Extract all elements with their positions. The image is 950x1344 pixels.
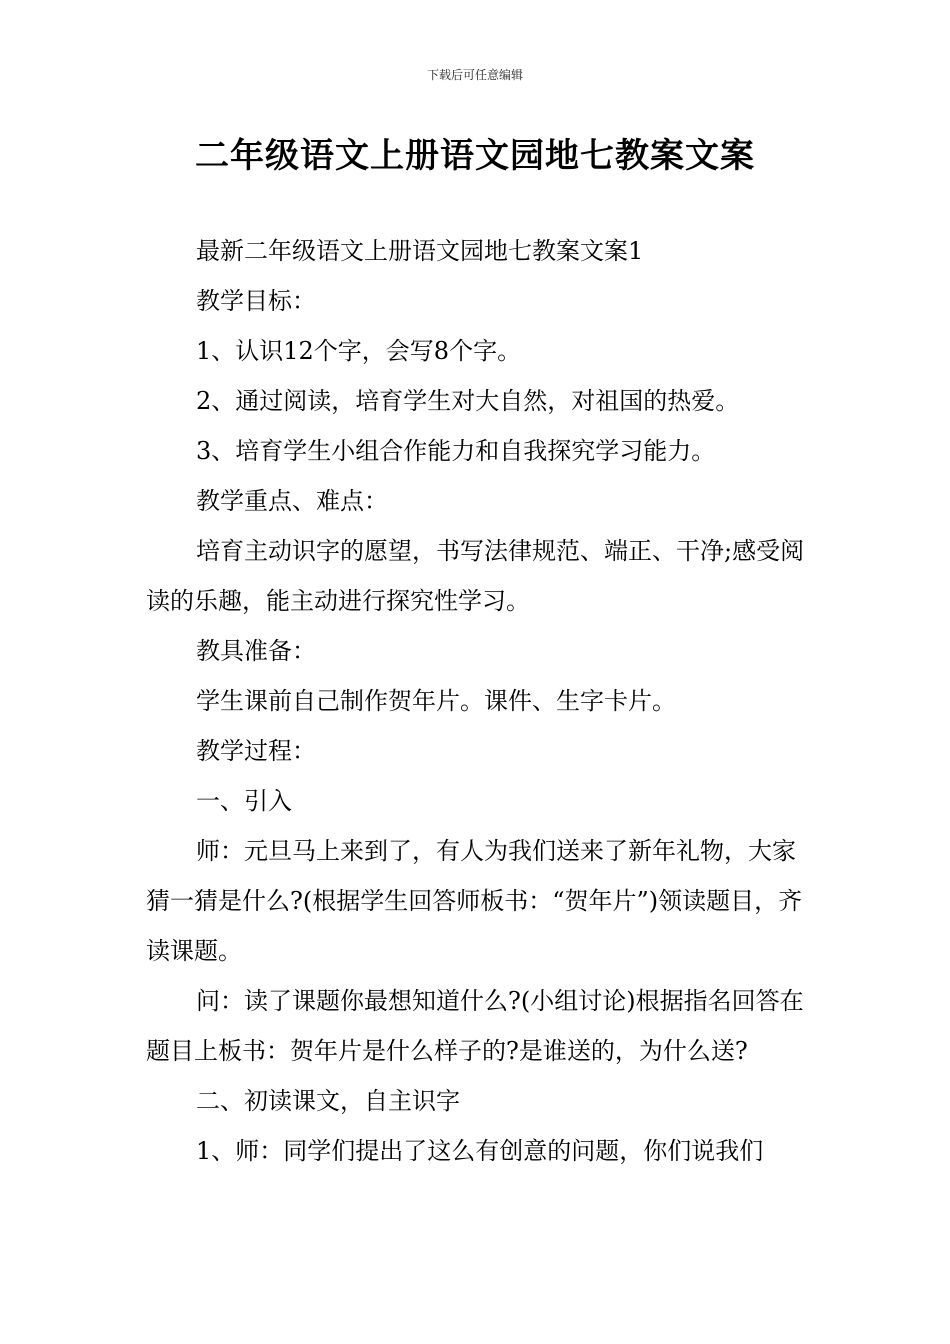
header-note: 下载后可任意编辑 bbox=[426, 68, 523, 82]
paragraph: 最新二年级语文上册语文园地七教案文案1 bbox=[196, 237, 644, 265]
paragraph: 培育主动识字的愿望，书写法律规范、端正、干净;感受阅读的乐趣，能主动进行探究性学习。 bbox=[146, 537, 805, 615]
paragraph: 2、通过阅读，培育学生对大自然，对祖国的热爱。 bbox=[196, 387, 740, 415]
document-body bbox=[146, 226, 808, 1176]
paragraph: 二、初读课文，自主识字 bbox=[196, 1087, 460, 1115]
paragraph: 1、师：同学们提出了这么有创意的问题，你们说我们 bbox=[196, 1137, 764, 1165]
paragraph: 教学目标： bbox=[196, 287, 316, 315]
paragraph: 3、培育学生小组合作能力和自我探究学习能力。 bbox=[196, 437, 716, 465]
paragraph: 一、引入 bbox=[196, 787, 292, 815]
paragraph: 问：读了课题你最想知道什么?(小组讨论)根据指名回答在题目上板书：贺年片是什么样子的?是谁送的，为什么送? bbox=[146, 987, 804, 1065]
paragraph: 教具准备： bbox=[196, 637, 316, 665]
paragraph: 1、认识12个字，会写8个字。 bbox=[196, 337, 522, 365]
paragraph: 学生课前自己制作贺年片。课件、生字卡片。 bbox=[196, 687, 676, 715]
paragraph: 教学过程： bbox=[196, 737, 316, 765]
paragraph: 教学重点、难点： bbox=[196, 487, 388, 515]
paragraph: 师：元旦马上来到了，有人为我们送来了新年礼物，大家猜一猜是什么?(根据学生回答师板书：“贺年片”)领读题目，齐读课题。 bbox=[146, 837, 803, 965]
document-title: 二年级语文上册语文园地七教案文案 bbox=[195, 136, 755, 176]
